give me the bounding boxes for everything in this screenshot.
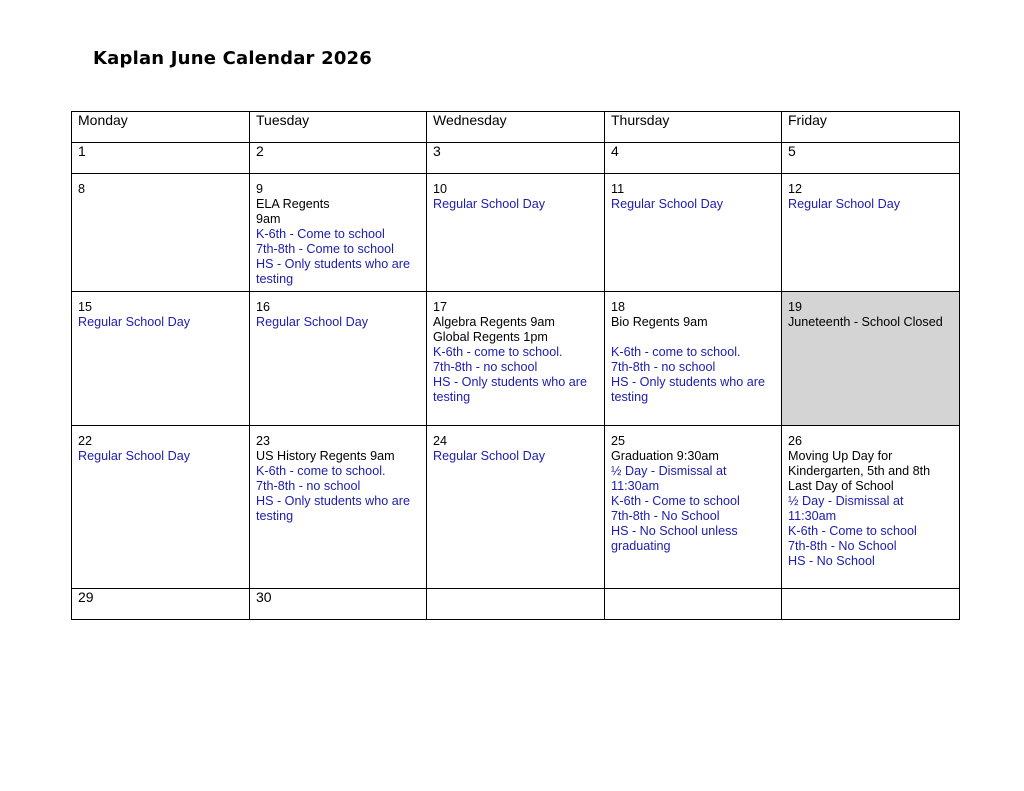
- day-cell: [427, 426, 605, 589]
- week-row-4: [72, 426, 960, 589]
- event-line: 7th-8th - no school: [611, 360, 716, 374]
- event-line: ELA Regents: [256, 197, 330, 211]
- header-friday: Friday: [782, 112, 960, 143]
- day-number: 25: [611, 434, 626, 448]
- day-cell: [72, 292, 250, 426]
- header-thursday: Thursday: [605, 112, 782, 143]
- day-cell: [250, 174, 427, 292]
- week-row-5: [72, 589, 960, 620]
- day-cell: [605, 426, 782, 589]
- event-line: K-6th - come to school.: [433, 345, 563, 359]
- day-content: [788, 292, 953, 330]
- header-wednesday: Wednesday: [427, 112, 605, 143]
- day-number: 24: [433, 434, 448, 448]
- day-cell: [72, 174, 250, 292]
- day-number: 26: [788, 434, 803, 448]
- page-title: Kaplan June Calendar 2026: [93, 48, 372, 69]
- day-number: 23: [256, 434, 271, 448]
- day-cell: [605, 292, 782, 426]
- event-line: Juneteenth - School Closed: [788, 315, 943, 329]
- day-content: [78, 292, 243, 330]
- day-content: [433, 292, 598, 405]
- spacer: [611, 330, 775, 345]
- day-cell: [605, 174, 782, 292]
- day-cell: [605, 589, 782, 620]
- day-number: 22: [78, 434, 93, 448]
- day-cell: 29: [72, 589, 250, 620]
- day-cell: 5: [782, 143, 960, 174]
- day-content: [611, 292, 775, 405]
- event-line: Regular School Day: [78, 315, 191, 329]
- day-number: 16: [256, 300, 271, 314]
- day-number: 17: [433, 300, 448, 314]
- event-line: Moving Up Day for: [788, 449, 893, 463]
- event-line: Regular School Day: [433, 197, 546, 211]
- day-content: [256, 174, 420, 287]
- day-cell: [782, 174, 960, 292]
- day-number: 8: [78, 182, 86, 196]
- day-cell: 30: [250, 589, 427, 620]
- event-line: K-6th - Come to school: [788, 524, 917, 538]
- day-number: 11: [611, 182, 625, 196]
- event-line: Regular School Day: [611, 197, 724, 211]
- event-line: Regular School Day: [256, 315, 369, 329]
- event-line: Graduation 9:30am: [611, 449, 719, 463]
- event-line: HS - Only students who are: [611, 375, 765, 389]
- event-line: 7th-8th - No School: [788, 539, 897, 553]
- day-cell: [250, 292, 427, 426]
- week-row-1: [72, 143, 960, 174]
- event-line: testing: [433, 390, 471, 404]
- day-cell: [250, 426, 427, 589]
- event-line: Global Regents 1pm: [433, 330, 548, 344]
- day-cell: [427, 589, 605, 620]
- event-line: HS - Only students who are: [256, 494, 410, 508]
- day-cell: [782, 426, 960, 589]
- event-line: US History Regents 9am: [256, 449, 395, 463]
- event-line: 7th-8th - Come to school: [256, 242, 394, 256]
- event-line: 9am: [256, 212, 281, 226]
- event-line: 7th-8th - no school: [256, 479, 361, 493]
- day-number: 9: [256, 182, 264, 196]
- day-number: 12: [788, 182, 803, 196]
- event-line: K-6th - Come to school: [611, 494, 740, 508]
- event-line: HS - No School unless: [611, 524, 738, 538]
- event-line: testing: [256, 272, 294, 286]
- event-line: Regular School Day: [788, 197, 901, 211]
- day-cell: [72, 426, 250, 589]
- event-line: 11:30am: [788, 509, 837, 523]
- day-cell: 2: [250, 143, 427, 174]
- week-row-2: [72, 174, 960, 292]
- day-cell-closed: [782, 292, 960, 426]
- event-line: graduating: [611, 539, 671, 553]
- day-cell: 3: [427, 143, 605, 174]
- event-line: 7th-8th - No School: [611, 509, 720, 523]
- header-monday: Monday: [72, 112, 250, 143]
- event-line: Regular School Day: [433, 449, 546, 463]
- day-number: 18: [611, 300, 626, 314]
- day-content: [611, 174, 775, 212]
- event-line: Bio Regents 9am: [611, 315, 708, 329]
- header-row: [72, 112, 960, 143]
- event-line: 7th-8th - no school: [433, 360, 538, 374]
- day-number: 15: [78, 300, 93, 314]
- day-cell: [427, 174, 605, 292]
- day-cell: [782, 589, 960, 620]
- day-content: [788, 426, 953, 569]
- day-content: [788, 174, 953, 212]
- event-line: HS - Only students who are: [256, 257, 410, 271]
- day-cell: 4: [605, 143, 782, 174]
- event-line: ½ Day - Dismissal at: [788, 494, 904, 508]
- event-line: Kindergarten, 5th and 8th: [788, 464, 931, 478]
- event-line: Last Day of School: [788, 479, 894, 493]
- day-content: [256, 426, 420, 524]
- day-content: [611, 426, 775, 554]
- event-line: K-6th - Come to school: [256, 227, 385, 241]
- day-content: [433, 426, 598, 464]
- day-number: 10: [433, 182, 448, 196]
- day-content: [433, 174, 598, 212]
- event-line: Regular School Day: [78, 449, 191, 463]
- week-row-3: [72, 292, 960, 426]
- header-tuesday: Tuesday: [250, 112, 427, 143]
- event-line: HS - Only students who are: [433, 375, 587, 389]
- day-content: [256, 292, 420, 330]
- day-cell: [427, 292, 605, 426]
- day-content: [78, 426, 243, 464]
- event-line: testing: [611, 390, 649, 404]
- event-line: testing: [256, 509, 294, 523]
- day-cell: 1: [72, 143, 250, 174]
- event-line: K-6th - come to school.: [256, 464, 386, 478]
- event-line: ½ Day - Dismissal at: [611, 464, 727, 478]
- event-line: 11:30am: [611, 479, 660, 493]
- day-content: [78, 174, 243, 197]
- calendar-table: [71, 111, 960, 620]
- event-line: Algebra Regents 9am: [433, 315, 555, 329]
- event-line: HS - No School: [788, 554, 875, 568]
- day-number: 19: [788, 300, 803, 314]
- event-line: K-6th - come to school.: [611, 345, 741, 359]
